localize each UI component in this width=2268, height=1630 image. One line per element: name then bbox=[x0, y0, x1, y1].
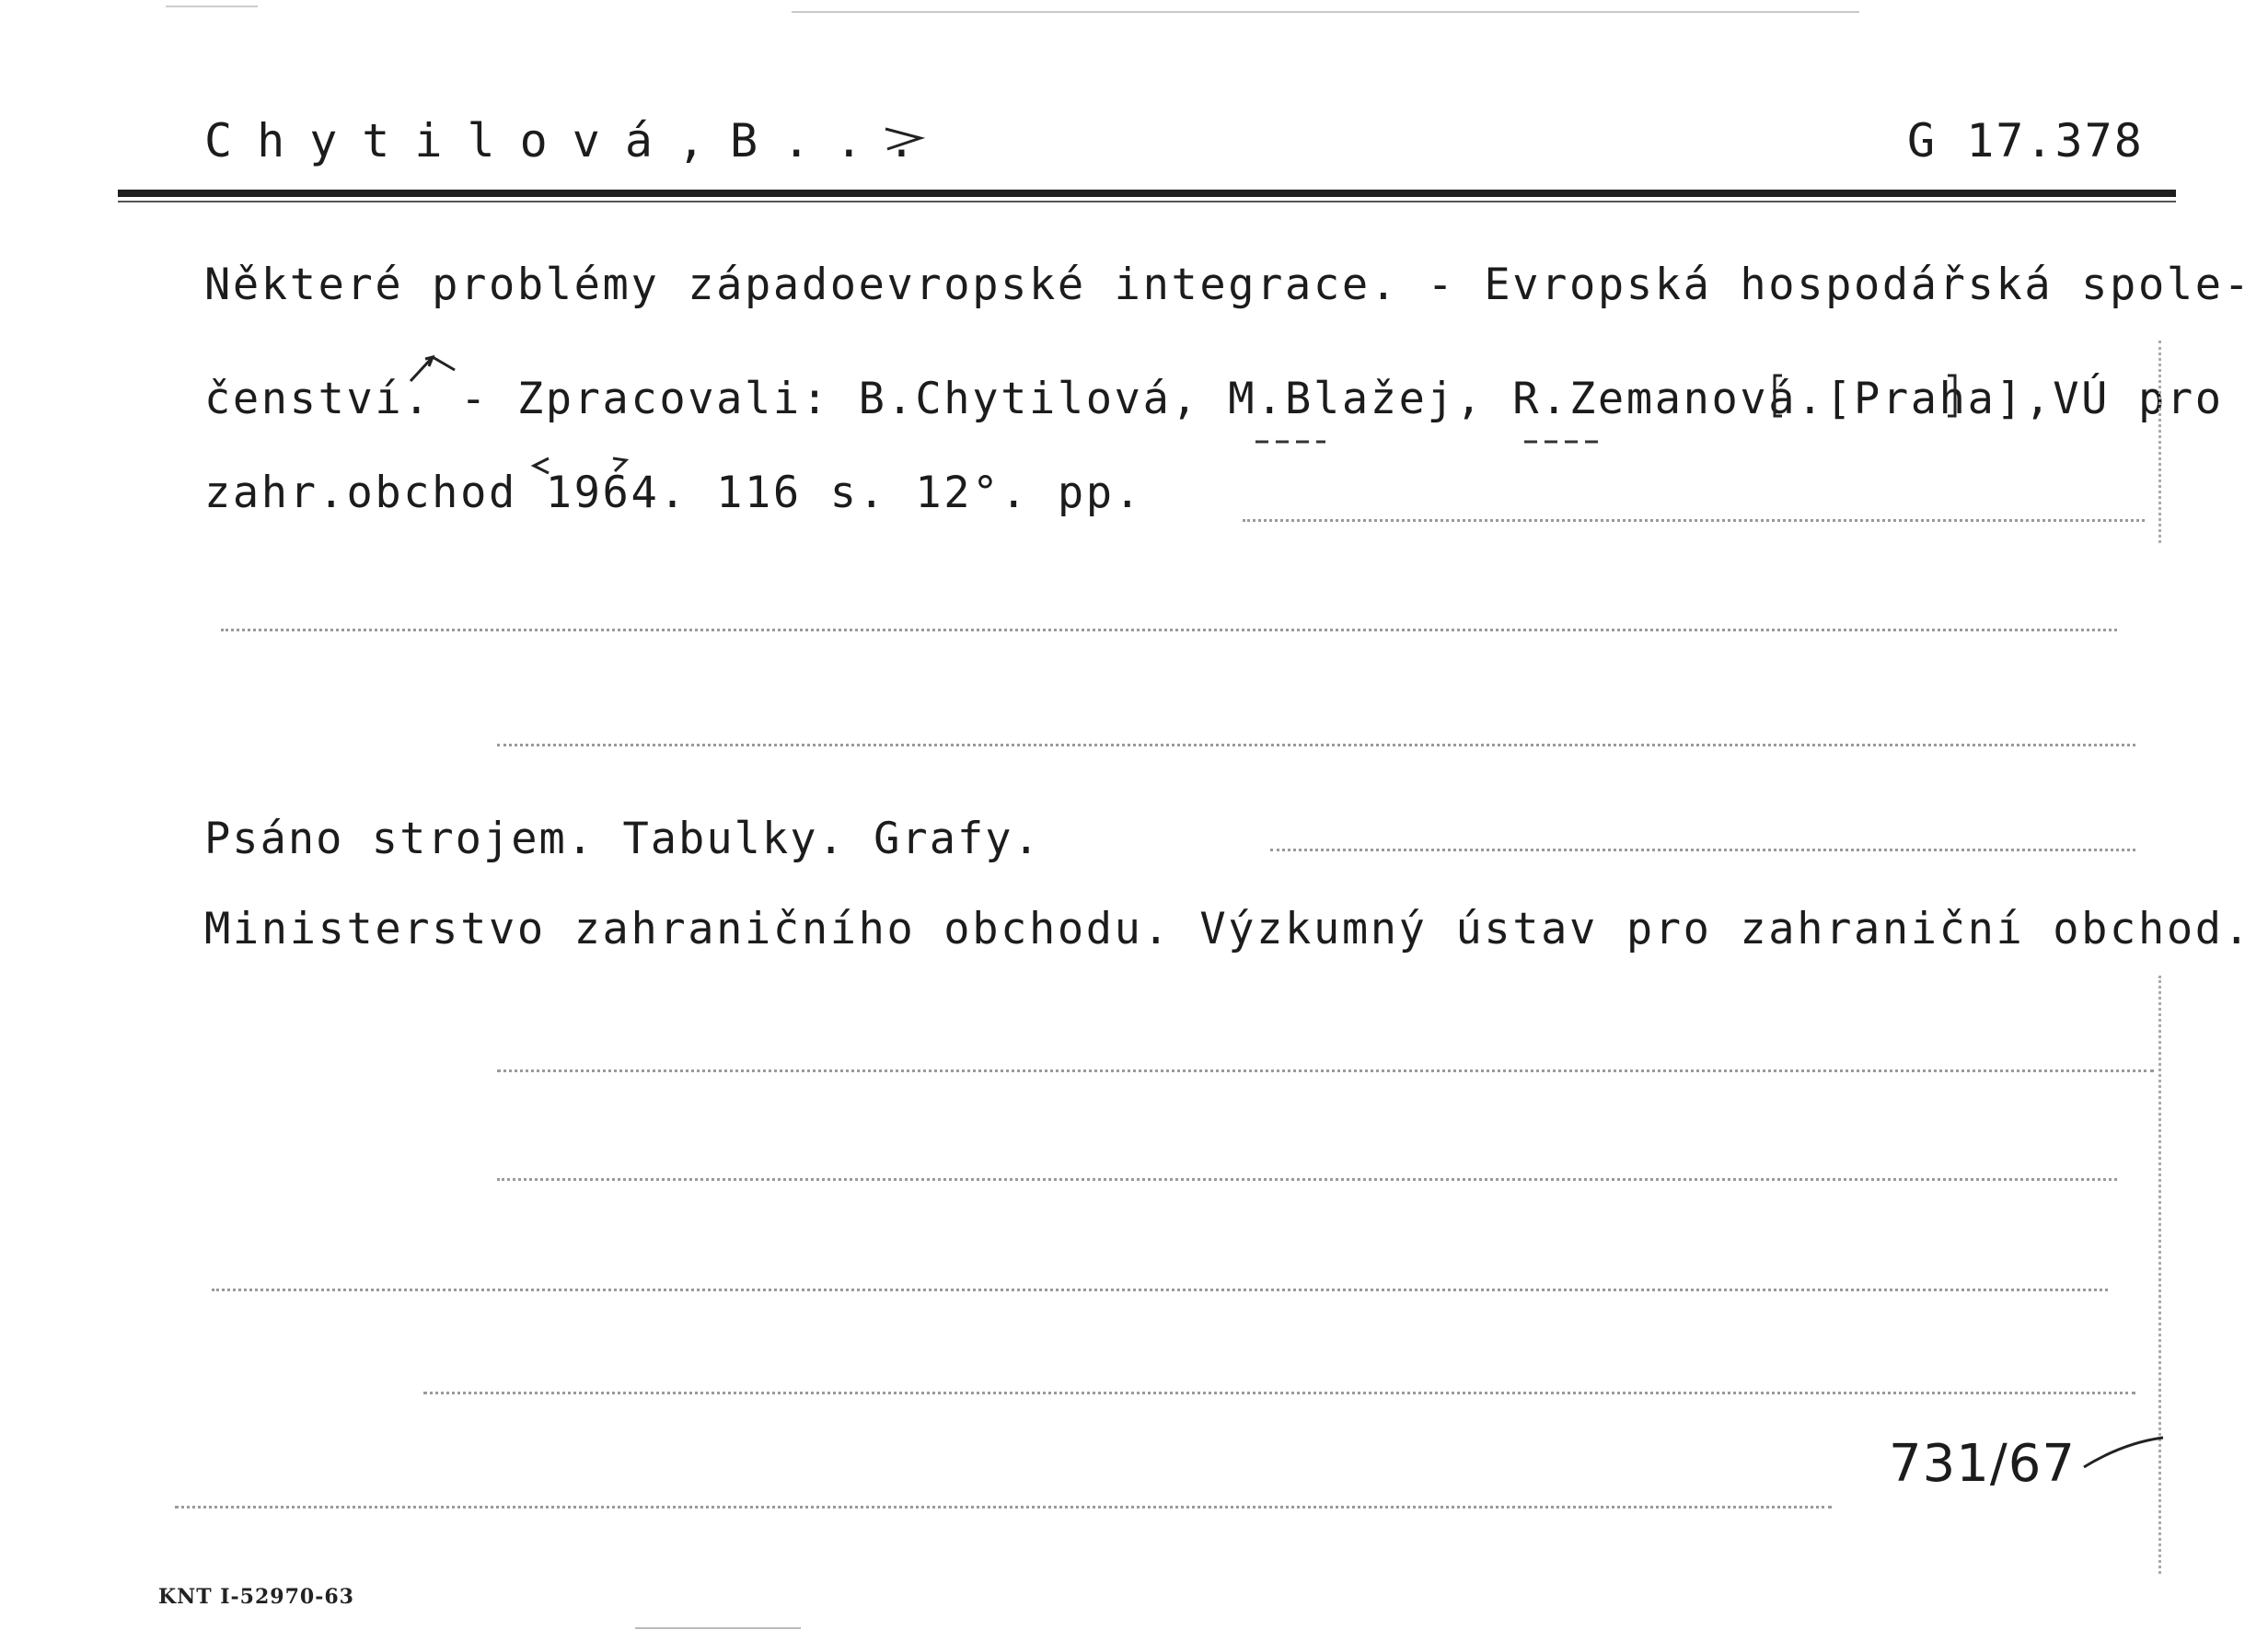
accession-number: 731/67 bbox=[1889, 1434, 2077, 1494]
shelfmark: G 17.378 bbox=[1907, 114, 2144, 168]
author-heading: Chytilová,B... bbox=[204, 114, 941, 168]
description-line-3: zahr.obchod 1964. 116 s. 12°. pp. bbox=[204, 468, 1143, 518]
corporate-body-note: Ministerstvo zahraničního obchodu. Výzkumný ústav pro zahraniční obchod. bbox=[204, 904, 2252, 954]
description-line-2: čenství. - Zpracovali: B.Chytilová, M.Blažej, R.Zemanová.[Praha],VÚ pro bbox=[204, 374, 2224, 424]
physical-note: Psáno strojem. Tabulky. Grafy. bbox=[204, 814, 1041, 864]
printer-mark: KNT I-52970-63 bbox=[158, 1585, 354, 1609]
description-line-1: Některé problémy západoevropské integrace. - Evropská hospodářská spole- bbox=[204, 260, 2252, 310]
